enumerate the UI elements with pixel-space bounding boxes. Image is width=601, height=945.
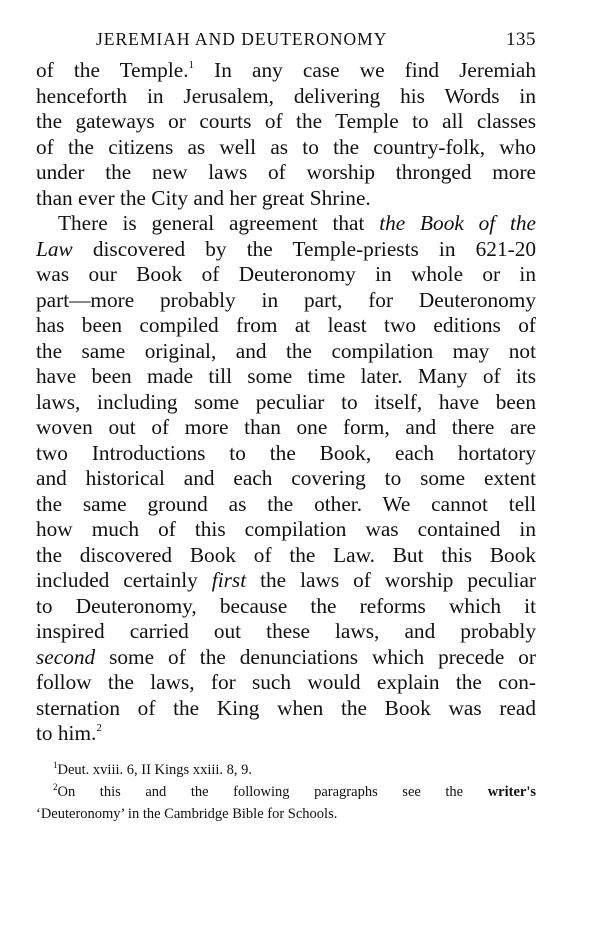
text-line (36, 721, 536, 747)
footnote-2-continued: ‘Deuteronomy’ in the Cambridge Bible for Schools. (36, 805, 338, 822)
text-line: woven out of more than one form, and there are (36, 415, 536, 439)
text-line: two Introductions to the Book, each hortatory (36, 440, 536, 465)
running-head (36, 26, 536, 58)
page-number: 135 (506, 29, 536, 50)
italic-title: the Book of the (379, 211, 536, 235)
paragraph-1 (36, 58, 536, 211)
italic-word: first (211, 568, 247, 592)
text-line: sternation of the King when the Book was read (36, 695, 536, 720)
footnotes (36, 759, 536, 825)
text-line (36, 568, 536, 594)
body-text (36, 58, 536, 747)
footnote-text: Deut. xviii. 6, II Kings xxiii. 8, 9. (57, 761, 253, 778)
text-line: of the citizens as well as to the country-folk, who (36, 134, 536, 159)
text-line: follow the laws, for such would explain the con- (36, 670, 536, 694)
running-head-title: JEREMIAH AND DEUTERONOMY (96, 29, 388, 49)
text-run: some of the denunciations which precede or (95, 644, 536, 669)
text-line: have been made till some time later. Many of its (36, 364, 536, 388)
text-line (36, 645, 536, 671)
book-page (36, 26, 536, 825)
text-line: to Deuteronomy, because the reforms which it (36, 593, 536, 618)
text-run: There is general agreement that (58, 211, 380, 235)
text-run: In any case we find Jeremiah (194, 58, 536, 82)
text-line: laws, including some peculiar to itself, have been (36, 389, 536, 414)
text-run: the laws of worship peculiar (246, 568, 537, 592)
footnote-1 (36, 759, 536, 781)
text-line: part—more probably in part, for Deuteronomy (36, 287, 536, 312)
text-line (36, 58, 536, 84)
footnote-bold: writer's (487, 783, 536, 800)
text-line: the same ground as the other. We cannot tell (36, 491, 536, 516)
text-line (36, 211, 536, 237)
text-run: of the Temple. (36, 58, 189, 82)
paragraph-2 (36, 211, 536, 747)
text-line: the gateways or courts of the Temple to all classes (36, 109, 536, 133)
text-line: than ever the City and her great Shrine. (36, 185, 371, 210)
text-line: inspired carried out these laws, and probably (36, 619, 536, 643)
footnote-marker-2: 2 (53, 781, 58, 792)
italic-word: second (36, 644, 96, 669)
text-run: discovered by the Temple-priests in 621-20 (72, 236, 536, 261)
text-line: has been compiled from at least two editions of (36, 313, 536, 337)
text-line: how much of this compilation was contained in (36, 517, 536, 541)
italic-title: Law (36, 236, 73, 261)
footnote-ref-2: 2 (96, 722, 102, 734)
text-line (36, 237, 536, 263)
footnote-ref-1: 1 (188, 59, 195, 71)
footnote-text: On this and the following paragraphs see the (57, 783, 488, 800)
text-run: to him. (36, 721, 97, 745)
footnote-2 (36, 781, 536, 803)
text-line: under the new laws of worship thronged more (36, 160, 536, 184)
text-line: was our Book of Deuteronomy in whole or in (36, 262, 536, 286)
text-line: the same original, and the compilation may not (36, 338, 536, 363)
text-line: and historical and each covering to some extent (36, 466, 536, 490)
footnote-marker-1: 1 (53, 759, 58, 770)
text-line: henceforth in Jerusalem, delivering his Words in (36, 83, 536, 108)
text-run: included certainly (36, 568, 212, 592)
text-line: the discovered Book of the Law. But this Book (36, 542, 536, 567)
